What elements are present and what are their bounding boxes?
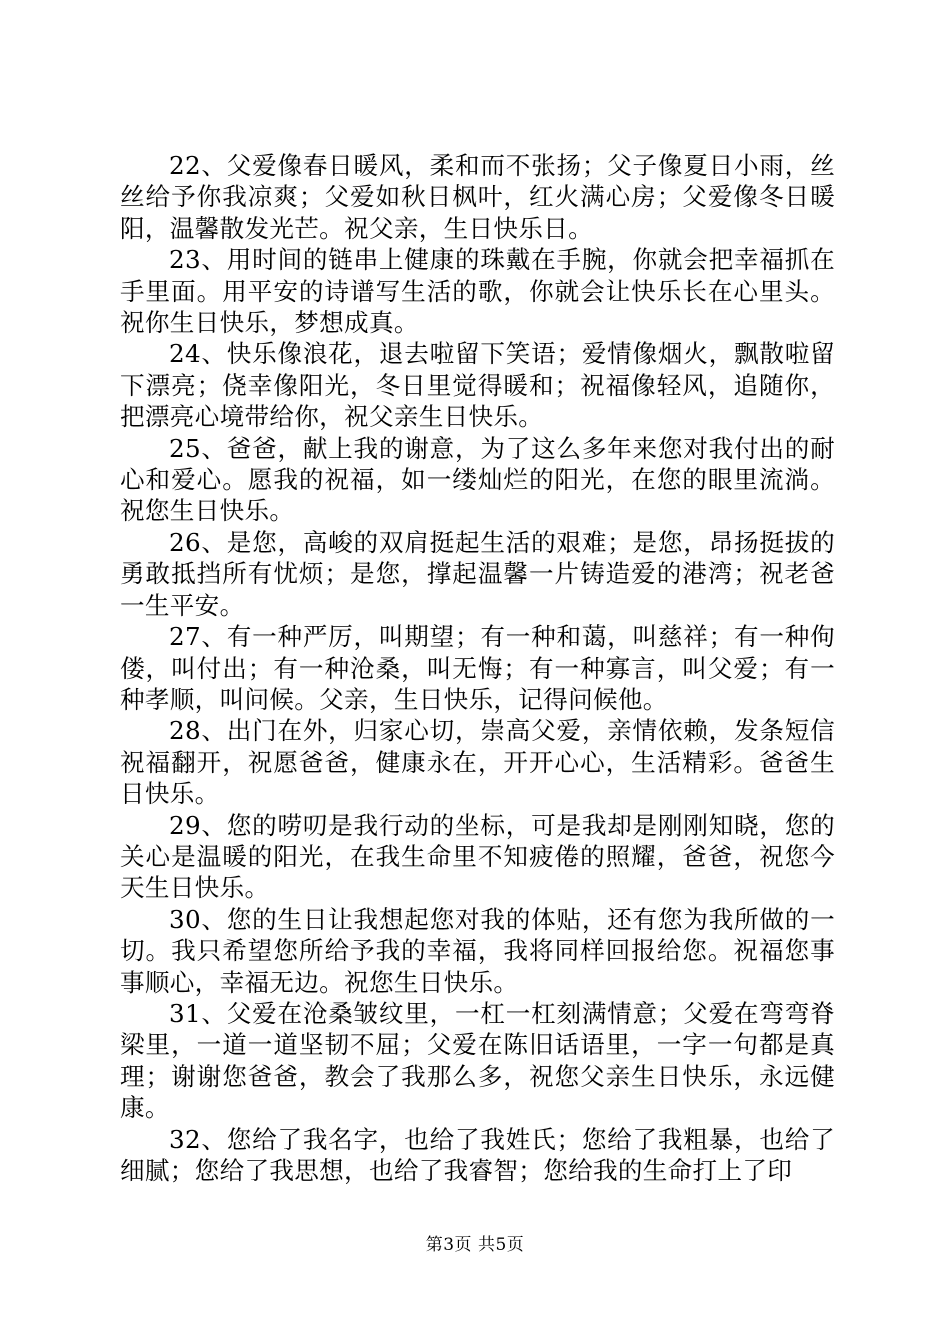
paragraph-22: 22、父爱像春日暖风，柔和而不张扬；父子像夏日小雨，丝丝给予你我凉爽；父爱如秋日枫叶，红火满心房；父爱像冬日暖阳，温馨散发光芒。祝父亲，生日快乐日。 [120, 151, 835, 243]
document-body [120, 150, 835, 1186]
paragraph-27: 27、有一种严厉，叫期望；有一种和蔼，叫慈祥；有一种佝偻，叫付出；有一种沧桑，叫无悔；有一种寡言，叫父爱；有一种孝顺，叫问候。父亲，生日快乐，记得问候他。 [120, 622, 835, 714]
paragraph-32: 32、您给了我名字，也给了我姓氏；您给了我粗暴，也给了细腻；您给了我思想，也给了我睿智；您给我的生命打上了印 [120, 1124, 835, 1185]
paragraph-30: 30、您的生日让我想起您对我的体贴，还有您为我所做的一切。我只希望您所给予我的幸福，我将同样回报给您。祝福您事事顺心，幸福无边。祝您生日快乐。 [120, 904, 835, 997]
paragraph-25: 25、爸爸，献上我的谢意，为了这么多年来您对我付出的耐心和爱心。愿我的祝福，如一缕灿烂的阳光，在您的眼里流淌。祝您生日快乐。 [120, 433, 835, 526]
paragraph-28: 28、出门在外，归家心切，崇高父爱，亲情依赖，发条短信祝福翻开，祝愿爸爸，健康永在，开开心心，生活精彩。爸爸生日快乐。 [120, 716, 835, 809]
paragraph-23: 23、用时间的链串上健康的珠戴在手腕，你就会把幸福抓在手里面。用平安的诗谱写生活的歌，你就会让快乐长在心里头。祝你生日快乐，梦想成真。 [120, 245, 835, 338]
paragraph-31: 31、父爱在沧桑皱纹里，一杠一杠刻满情意；父爱在弯弯脊梁里，一道一道坚韧不屈；父爱在陈旧话语里，一字一句都是真理；谢谢您爸爸，教会了我那么多，祝您父亲生日快乐，永远健康。 [120, 998, 835, 1123]
page-number-footer: 第3页 共5页 [425, 1235, 525, 1255]
paragraph-26: 26、是您，高峻的双肩挺起生活的艰难；是您，昂扬挺拔的勇敢抵挡所有忧烦；是您，撑起温馨一片铸造爱的港湾；祝老爸一生平安。 [120, 527, 835, 620]
paragraph-29: 29、您的唠叨是我行动的坐标，可是我却是刚刚知晓，您的关心是温暖的阳光，在我生命里不知疲倦的照耀，爸爸，祝您今天生日快乐。 [120, 810, 835, 903]
paragraph-24: 24、快乐像浪花，退去啦留下笑语；爱情像烟火，飘散啦留下漂亮；侥幸像阳光，冬日里觉得暖和；祝福像轻风，追随你，把漂亮心境带给你，祝父亲生日快乐。 [120, 339, 835, 432]
